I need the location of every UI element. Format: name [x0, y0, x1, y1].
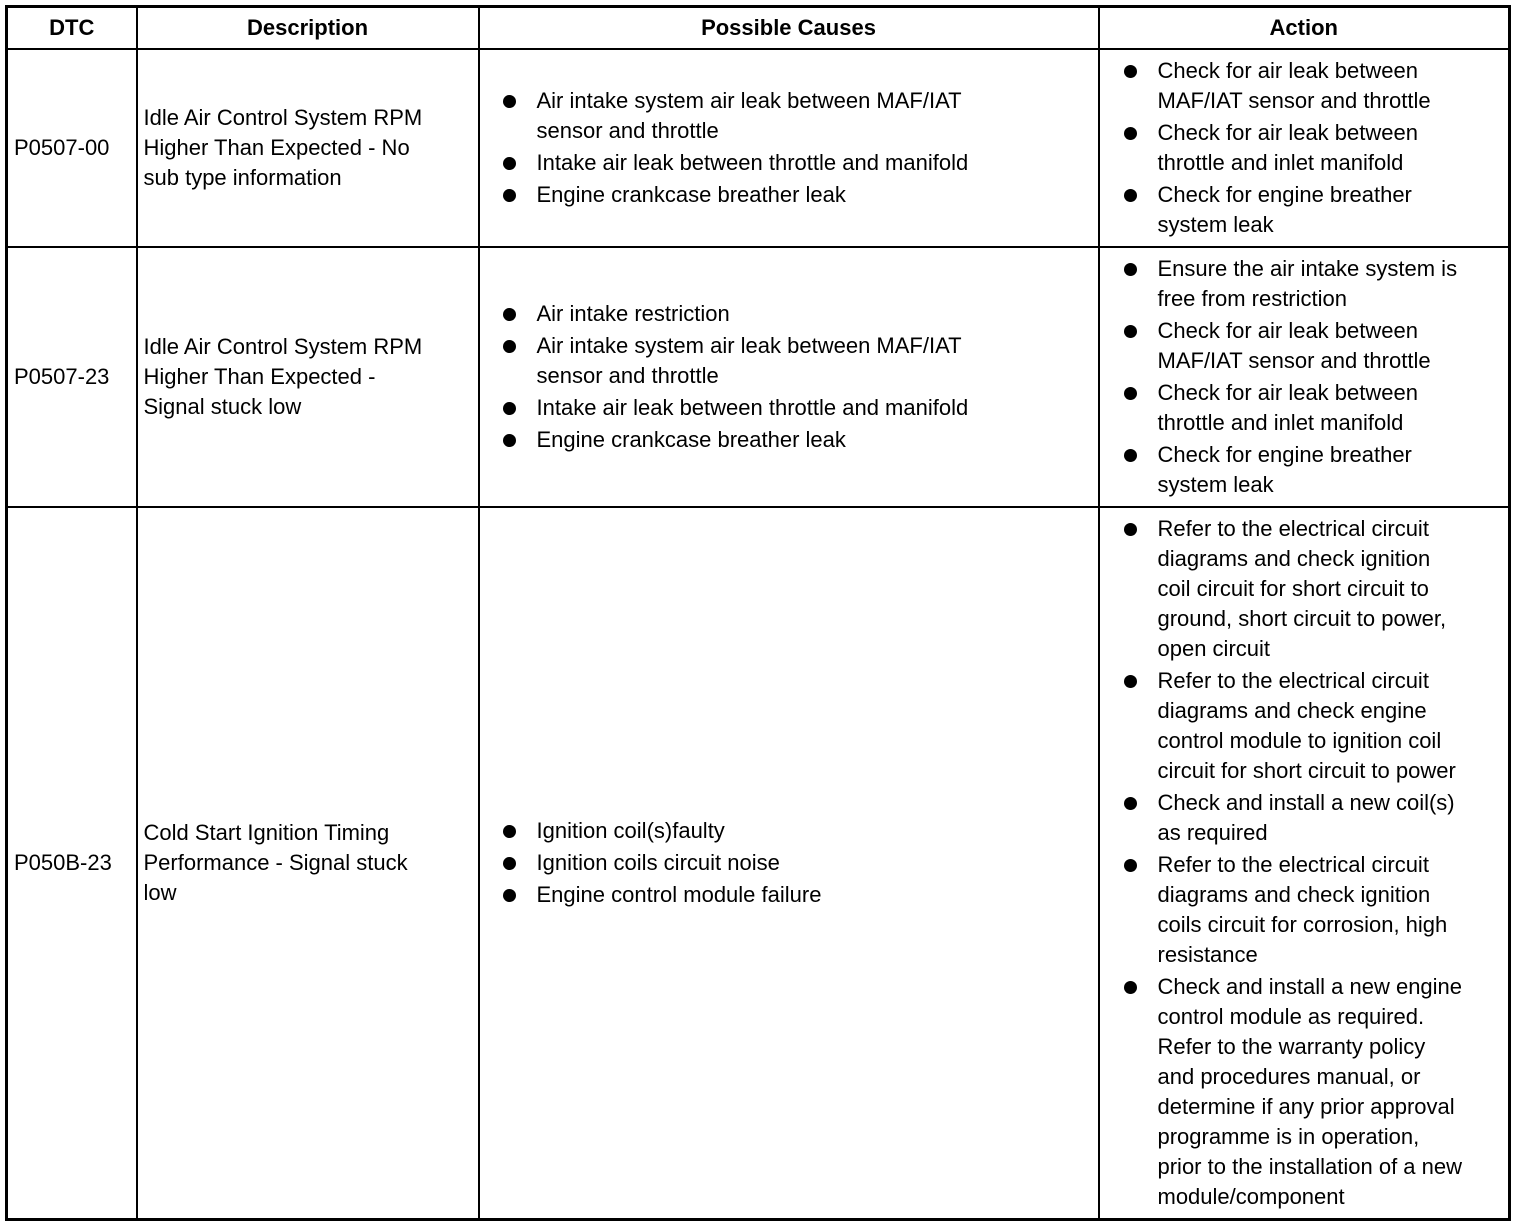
list-item [1124, 254, 1507, 314]
bullet-list [1124, 514, 1507, 1212]
list-item [1124, 118, 1507, 178]
bullet-icon [1124, 449, 1137, 462]
list-item-text: Air intake system air leak between MAF/IAT sensor and throttle [536, 88, 962, 143]
description: Idle Air Control System RPM Higher Than Expected - No sub type information [137, 49, 479, 247]
bullet-icon [503, 889, 516, 902]
table-row [7, 247, 1510, 507]
bullet-icon [1124, 523, 1137, 536]
list-item [1124, 850, 1507, 970]
bullet-icon [503, 434, 516, 447]
list-item-text: Check for air leak between MAF/IAT sensor and throttle [1157, 318, 1431, 373]
list-item [503, 816, 1092, 846]
header-row [7, 7, 1510, 50]
possible-causes [479, 49, 1099, 247]
list-item-text: Ignition coil(s)faulty [536, 818, 725, 843]
list-item-text: Check for engine breather system leak [1157, 442, 1412, 497]
header-possible-causes: Possible Causes [479, 7, 1099, 50]
list-item-text: Check for air leak between throttle and inlet manifold [1157, 380, 1418, 435]
list-item [503, 148, 1092, 178]
list-item [503, 880, 1092, 910]
bullet-icon [503, 402, 516, 415]
list-item-text: Engine control module failure [536, 882, 822, 907]
bullet-icon [503, 95, 516, 108]
actions [1099, 247, 1510, 507]
list-item-text: Ensure the air intake system is free from restriction [1157, 256, 1458, 311]
list-item [503, 86, 1092, 146]
bullet-icon [1124, 859, 1137, 872]
description: Idle Air Control System RPM Higher Than Expected - Signal stuck low [137, 247, 479, 507]
list-item-text: Check for engine breather system leak [1157, 182, 1412, 237]
list-item [1124, 440, 1507, 500]
dtc-code: P0507-00 [7, 49, 137, 247]
bullet-icon [503, 857, 516, 870]
possible-causes [479, 507, 1099, 1220]
list-item [1124, 972, 1507, 1212]
list-item [503, 393, 1092, 423]
list-item-text: Check and install a new coil(s) as required [1157, 790, 1455, 845]
bullet-list [503, 816, 1092, 910]
list-item [503, 848, 1092, 878]
list-item-text: Refer to the electrical circuit diagrams and check ignition coil circuit for short circuit to ground, short circuit to power, open circuit [1157, 516, 1447, 661]
list-item [1124, 514, 1507, 664]
actions [1099, 49, 1510, 247]
bullet-list [503, 86, 1092, 210]
bullet-icon [1124, 263, 1137, 276]
header-description: Description [137, 7, 479, 50]
table-row [7, 507, 1510, 1220]
bullet-icon [1124, 981, 1137, 994]
bullet-list [1124, 56, 1507, 240]
table-row [7, 49, 1510, 247]
bullet-icon [1124, 325, 1137, 338]
bullet-icon [503, 189, 516, 202]
list-item-text: Check for air leak between MAF/IAT sensor and throttle [1157, 58, 1431, 113]
list-item [1124, 378, 1507, 438]
list-item-text: Engine crankcase breather leak [536, 427, 846, 452]
dtc-code: P050B-23 [7, 507, 137, 1220]
bullet-icon [1124, 65, 1137, 78]
list-item [503, 180, 1092, 210]
description: Cold Start Ignition Timing Performance - Signal stuck low [137, 507, 479, 1220]
possible-causes [479, 247, 1099, 507]
list-item [1124, 56, 1507, 116]
bullet-icon [503, 157, 516, 170]
bullet-icon [1124, 797, 1137, 810]
header-dtc: DTC [7, 7, 137, 50]
bullet-icon [503, 308, 516, 321]
list-item [1124, 316, 1507, 376]
bullet-list [1124, 254, 1507, 500]
bullet-icon [1124, 387, 1137, 400]
list-item-text: Check for air leak between throttle and inlet manifold [1157, 120, 1418, 175]
list-item [503, 331, 1092, 391]
list-item-text: Engine crankcase breather leak [536, 182, 846, 207]
bullet-icon [503, 340, 516, 353]
bullet-list [503, 299, 1092, 455]
header-action: Action [1099, 7, 1510, 50]
list-item [1124, 788, 1507, 848]
list-item-text: Air intake restriction [536, 301, 730, 326]
bullet-icon [503, 825, 516, 838]
list-item-text: Intake air leak between throttle and manifold [536, 150, 969, 175]
bullet-icon [1124, 675, 1137, 688]
list-item [503, 425, 1092, 455]
bullet-icon [1124, 189, 1137, 202]
list-item-text: Ignition coils circuit noise [536, 850, 780, 875]
dtc-code: P0507-23 [7, 247, 137, 507]
actions [1099, 507, 1510, 1220]
list-item-text: Check and install a new engine control module as required. Refer to the warranty policy and procedures manual, or determine if any prior approval programme is in operation, prior to the installation of a new module/component [1157, 974, 1463, 1209]
list-item-text: Air intake system air leak between MAF/IAT sensor and throttle [536, 333, 962, 388]
list-item-text: Intake air leak between throttle and manifold [536, 395, 969, 420]
list-item-text: Refer to the electrical circuit diagrams and check ignition coils circuit for corrosion, high resistance [1157, 852, 1448, 967]
bullet-icon [1124, 127, 1137, 140]
list-item [503, 299, 1092, 329]
list-item [1124, 666, 1507, 786]
dtc-table [5, 5, 1511, 1221]
list-item-text: Refer to the electrical circuit diagrams and check engine control module to ignition coil circuit for short circuit to power [1157, 668, 1456, 783]
list-item [1124, 180, 1507, 240]
